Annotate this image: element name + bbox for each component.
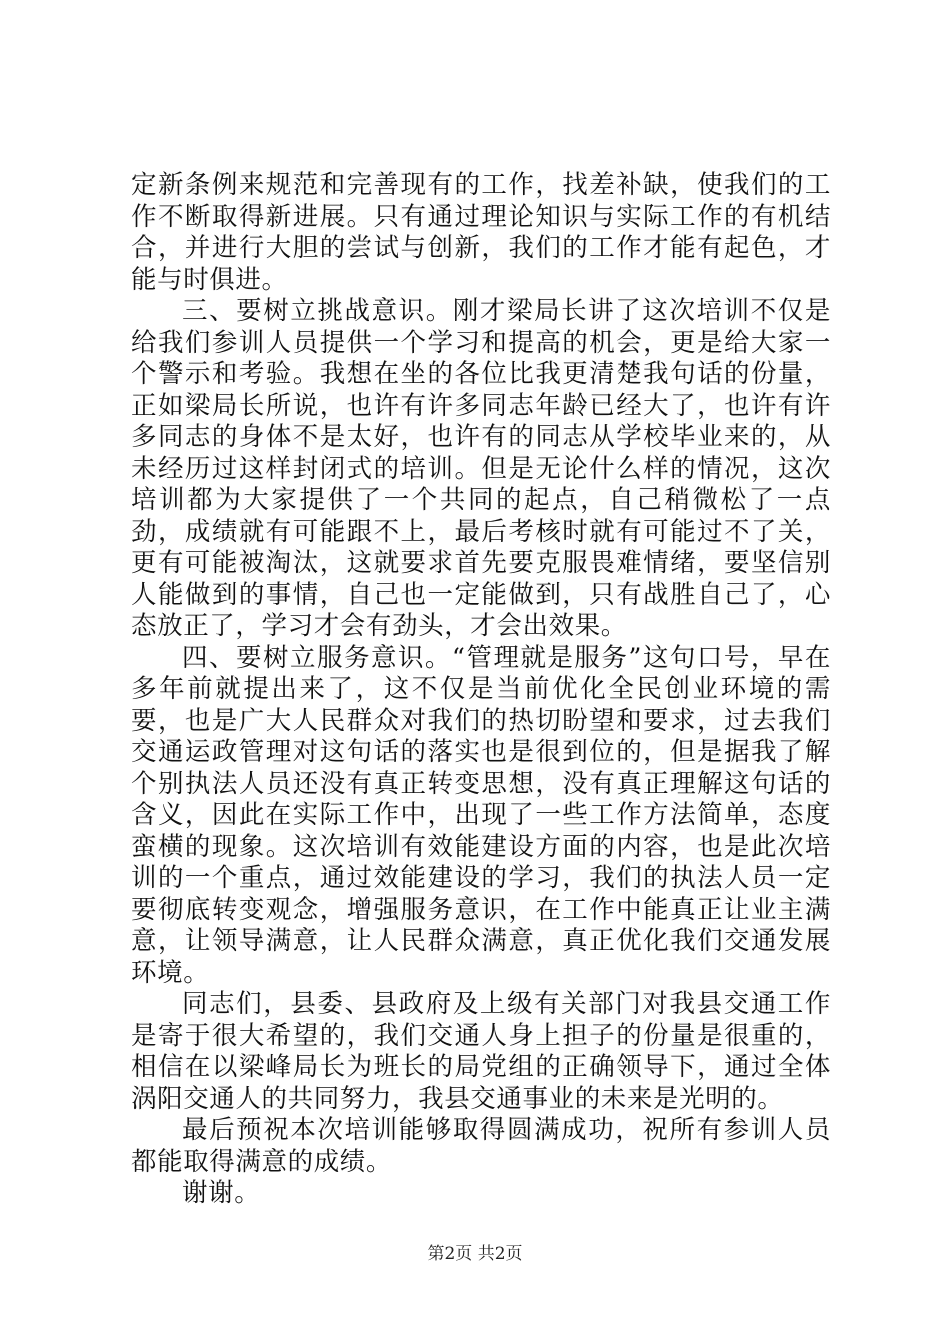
paragraph-continuation: 定新条例来规范和完善现有的工作，找差补缺，使我们的工作不断取得新进展。只有通过理论知识与实际工作的有机结合，并进行大胆的尝试与创新，我们的工作才能有起色，才能与时俱进。 [131, 170, 831, 295]
page-number-footer: 第2页 共2页 [427, 1244, 523, 1264]
document-body [131, 170, 831, 1210]
paragraph-wishes: 最后预祝本次培训能够取得圆满成功，祝所有参训人员都能取得满意的成绩。 [131, 1115, 831, 1177]
paragraph-service-awareness: 四、要树立服务意识。“管理就是服务”这句口号，早在多年前就提出来了，这不仅是当前优化全民创业环境的需要，也是广大人民群众对我们的热切盼望和要求，过去我们交通运政管理对这句话的落实也是很到位的，但是据我了解个别执法人员还没有真正转变思想，没有真正理解这句话的含义，因此在实际工作中，出现了一些工作方法简单，态度蛮横的现象。这次培训有效能建设方面的内容，也是此次培训的一个重点，通过效能建设的学习，我们的执法人员一定要彻底转变观念，增强服务意识，在工作中能真正让业主满意，让领导满意，让人民群众满意，真正优化我们交通发展环境。 [131, 642, 831, 988]
paragraph-challenge-awareness: 三、要树立挑战意识。刚才梁局长讲了这次培训不仅是给我们参训人员提供一个学习和提高的机会，更是给大家一个警示和考验。我想在坐的各位比我更清楚我句话的份量，正如梁局长所说，也许有许多同志年龄已经大了，也许有许多同志的身体不是太好，也许有的同志从学校毕业来的，从未经历过这样封闭式的培训。但是无论什么样的情况，这次培训都为大家提供了一个共同的起点，自己稍微松了一点劲，成绩就有可能跟不上，最后考核时就有可能过不了关，更有可能被淘汰，这就要求首先要克服畏难情绪，要坚信别人能做到的事情，自己也一定能做到，只有战胜自己了，心态放正了，学习才会有劲头，才会出效果。 [131, 296, 831, 641]
paragraph-thanks: 谢谢。 [182, 1178, 261, 1208]
paragraph-comrades: 同志们，县委、县政府及上级有关部门对我县交通工作是寄于很大希望的，我们交通人身上担子的份量是很重的，相信在以梁峰局长为班长的局党组的正确领导下，通过全体涡阳交通人的共同努力，我县交通事业的未来是光明的。 [131, 989, 831, 1114]
